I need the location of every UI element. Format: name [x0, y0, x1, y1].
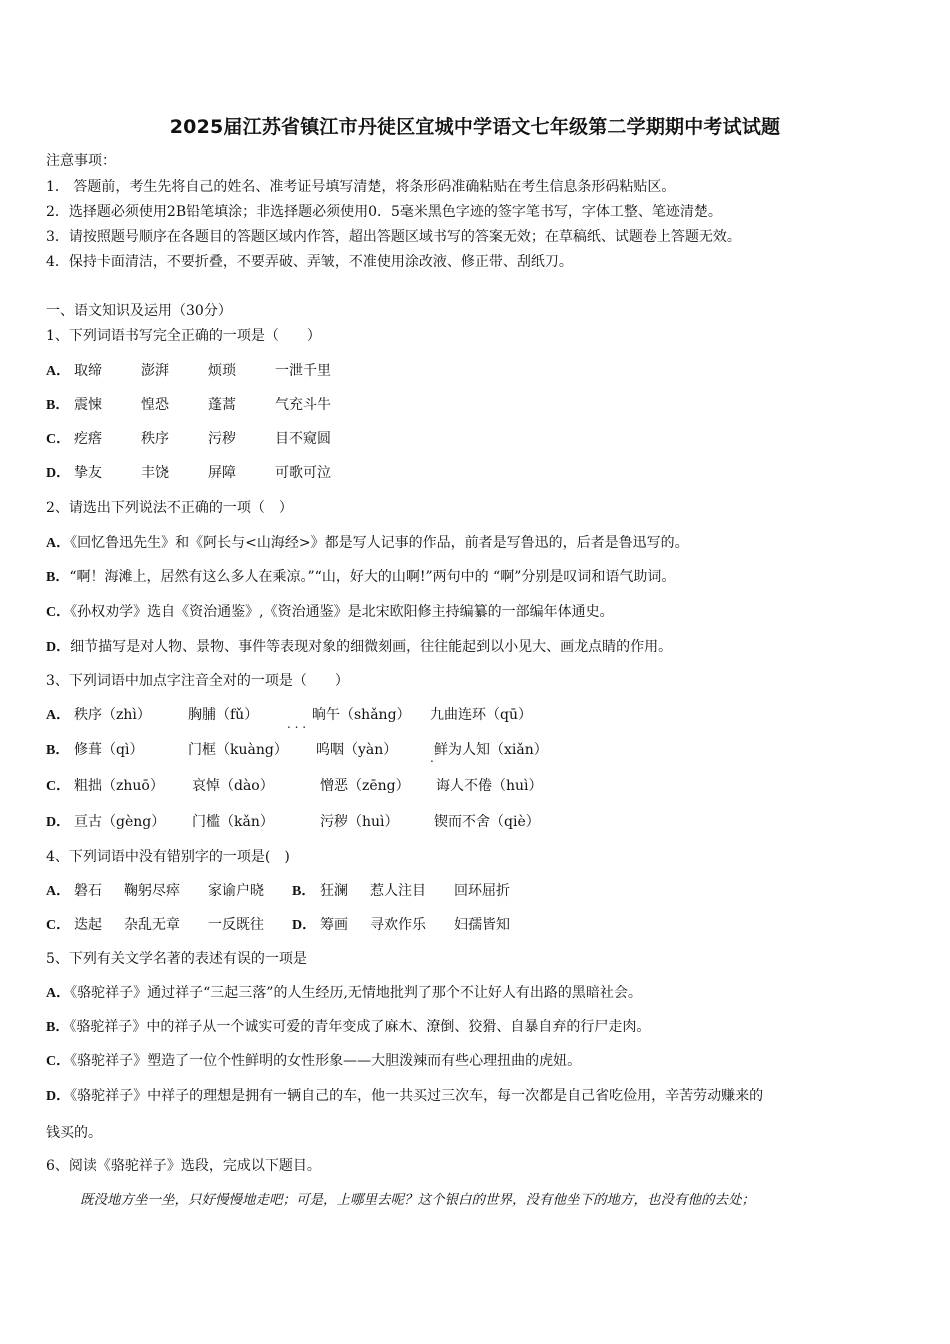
option-label: A．	[46, 364, 71, 379]
q2-option-a	[46, 533, 689, 554]
option-label: C．	[46, 432, 71, 447]
q4-row-1	[46, 881, 510, 902]
option-word: 杂乱无章	[124, 917, 180, 933]
option-word: 哀悼（dào）	[192, 778, 274, 794]
q2-option-d	[46, 637, 672, 658]
option-word: 气充斗牛	[275, 397, 331, 413]
notice-item-3: 3．请按照题号顺序在各题目的答题区域内作答，超出答题区域书写的答案无效；在草稿纸、试题卷上答题无效。	[46, 229, 741, 245]
option-text: 《孙权劝学》选自《资治通鉴》,《资治通鉴》是北宋欧阳修主持编纂的一部编年体通史。	[70, 604, 614, 620]
option-word: 屏障	[208, 465, 236, 481]
option-word: 污秽（huì）	[320, 814, 399, 830]
option-word: 门框（kuàng）	[188, 742, 288, 758]
option-label: A．	[46, 708, 71, 723]
option-word: 狂澜	[320, 883, 348, 899]
option-text: 《回忆鲁迅先生》和《阿长与<山海经>》都是写人记事的作品，前者是写鲁迅的，后者是鲁迅写的。	[70, 535, 689, 551]
option-word: 憎恶（zēng）	[320, 778, 410, 794]
q1-option-b	[46, 395, 331, 416]
option-text: 《骆驼祥子》塑造了一位个性鲜明的女性形象——大胆泼辣而有些心理扭曲的虎妞。	[70, 1053, 582, 1069]
option-word: 修葺（qì）	[74, 742, 144, 758]
option-word: 粗拙（zhuō）	[74, 778, 164, 794]
option-label: C．	[46, 779, 71, 794]
q3-option-b	[46, 740, 548, 761]
q5-option-c	[46, 1051, 581, 1072]
question-2-stem: 2、请选出下列说法不正确的一项（ ）	[46, 500, 293, 516]
option-word: 呜咽（yàn）	[316, 742, 398, 758]
option-text: 《骆驼祥子》中的祥子从一个诚实可爱的青年变成了麻木、潦倒、狡猾、自暴自弃的行尸走肉。	[69, 1019, 651, 1035]
question-1-stem: 1、下列词语书写完全正确的一项是（ ）	[46, 328, 321, 344]
option-label: C．	[46, 1054, 71, 1069]
q2-option-c	[46, 602, 614, 623]
notice-item-2: 2．选择题必须使用2B铅笔填涂；非选择题必须使用0．5毫米黑色字迹的签字笔书写，字体工整、笔迹清楚。	[46, 204, 722, 220]
option-word: 挚友	[74, 465, 102, 481]
q5-option-d	[46, 1086, 763, 1107]
option-word: 寻欢作乐	[370, 917, 426, 933]
notice-item-1: 1． 答题前，考生先将自己的姓名、准考证号填写清楚，将条形码准确粘贴在考生信息条形码粘贴区。	[46, 179, 676, 195]
option-label: D．	[46, 640, 71, 655]
option-label: A．	[46, 884, 71, 899]
emphasis-dot: .	[430, 751, 434, 765]
option-word: 惹人注目	[370, 883, 426, 899]
option-label: D．	[46, 815, 71, 830]
notice-item-4: 4．保持卡面清洁，不要折叠，不要弄破、弄皱，不准使用涂改液、修正带、刮纸刀。	[46, 254, 573, 270]
option-word: 磐石	[74, 883, 102, 899]
question-3-stem: 3、下列词语中加点字注音全对的一项是（ ）	[46, 673, 349, 689]
q3-option-c	[46, 776, 543, 797]
option-word: 目不窥圆	[275, 431, 331, 447]
option-word: 筹画	[320, 917, 348, 933]
option-word: 家谕户晓	[208, 883, 264, 899]
q5-option-d-continuation: 钱买的。	[46, 1125, 102, 1141]
option-label: D．	[292, 918, 317, 933]
option-word: 晌午（shǎng）	[312, 707, 411, 723]
option-text: 《骆驼祥子》通过祥子“三起三落”的人生经历,无情地批判了那个不让好人有出路的黑暗社会。	[70, 985, 642, 1001]
option-word: 取缔	[74, 363, 102, 379]
option-word: 一泄千里	[275, 363, 331, 379]
option-word: 鲜为人知（xiǎn）	[434, 742, 548, 758]
option-word: 亘古（gèng）	[74, 814, 166, 830]
question-6-stem: 6、阅读《骆驼祥子》选段，完成以下题目。	[46, 1158, 321, 1174]
option-word: 鞠躬尽瘁	[124, 883, 180, 899]
option-label: B．	[46, 1020, 70, 1035]
option-word: 震悚	[74, 397, 102, 413]
q3-option-d	[46, 812, 540, 833]
q5-option-b	[46, 1017, 650, 1038]
page-title: 2025届江苏省镇江市丹徒区宜城中学语文七年级第二学期期中考试试题	[169, 116, 781, 138]
option-label: B．	[46, 743, 70, 758]
option-word: 锲而不舍（qiè）	[434, 814, 540, 830]
option-text: “啊！海滩上，居然有这么多人在乘凉。”“山，好大的山啊!”两句中的 “啊”分别是叹词和语气助词。	[69, 569, 676, 585]
question-5-stem: 5、下列有关文学名著的表述有误的一项是	[46, 951, 307, 967]
emphasis-dots: . . .	[287, 717, 307, 731]
option-text: 细节描写是对人物、景物、事件等表现对象的细微刻画，往往能起到以小见大、画龙点睛的作用。	[70, 639, 673, 655]
option-word: 污秽	[208, 431, 236, 447]
option-label: D．	[46, 1089, 71, 1104]
option-label: C．	[46, 918, 71, 933]
option-word: 一反既往	[208, 917, 264, 933]
option-word: 烦琐	[208, 363, 236, 379]
q5-option-a	[46, 983, 642, 1004]
option-word: 迭起	[74, 917, 102, 933]
option-label: B．	[46, 398, 70, 413]
option-label: A．	[46, 536, 71, 551]
option-label: B．	[292, 884, 316, 899]
option-word: 丰饶	[141, 465, 169, 481]
question-4-stem: 4、下列词语中没有错别字的一项是( )	[46, 849, 290, 865]
notice-heading: 注意事项：	[46, 153, 116, 169]
q4-row-2	[46, 915, 510, 936]
option-word: 回环屈折	[454, 883, 510, 899]
option-word: 惶恐	[141, 397, 169, 413]
option-word: 秩序（zhì）	[74, 707, 151, 723]
q1-option-c	[46, 429, 331, 450]
option-text: 《骆驼祥子》中祥子的理想是拥有一辆自己的车，他一共买过三次车，每一次都是自己省吃俭用，辛苦劳动赚来的	[70, 1088, 764, 1104]
option-word: 蓬蒿	[208, 397, 236, 413]
q1-option-d	[46, 463, 331, 484]
option-label: D．	[46, 466, 71, 481]
q2-option-b	[46, 567, 675, 588]
option-word: 秩序	[141, 431, 169, 447]
option-label: A．	[46, 986, 71, 1001]
option-word: 胸脯（fǔ）	[188, 707, 259, 723]
option-word: 疙瘩	[74, 431, 102, 447]
option-word: 澎湃	[141, 363, 169, 379]
q1-option-a	[46, 361, 331, 382]
option-word: 诲人不倦（huì）	[436, 778, 543, 794]
option-word: 九曲连环（qū）	[430, 707, 532, 723]
reading-passage: 既没地方坐一坐，只好慢慢地走吧；可是，上哪里去呢？这个银白的世界，没有他坐下的地方，也没有他的去处；	[80, 1192, 755, 1208]
option-word: 妇孺皆知	[454, 917, 510, 933]
option-word: 可歌可泣	[275, 465, 331, 481]
option-word: 门槛（kǎn）	[192, 814, 274, 830]
option-label: B．	[46, 570, 70, 585]
option-label: C．	[46, 605, 71, 620]
section-heading: 一、语文知识及运用（30分）	[46, 303, 232, 319]
